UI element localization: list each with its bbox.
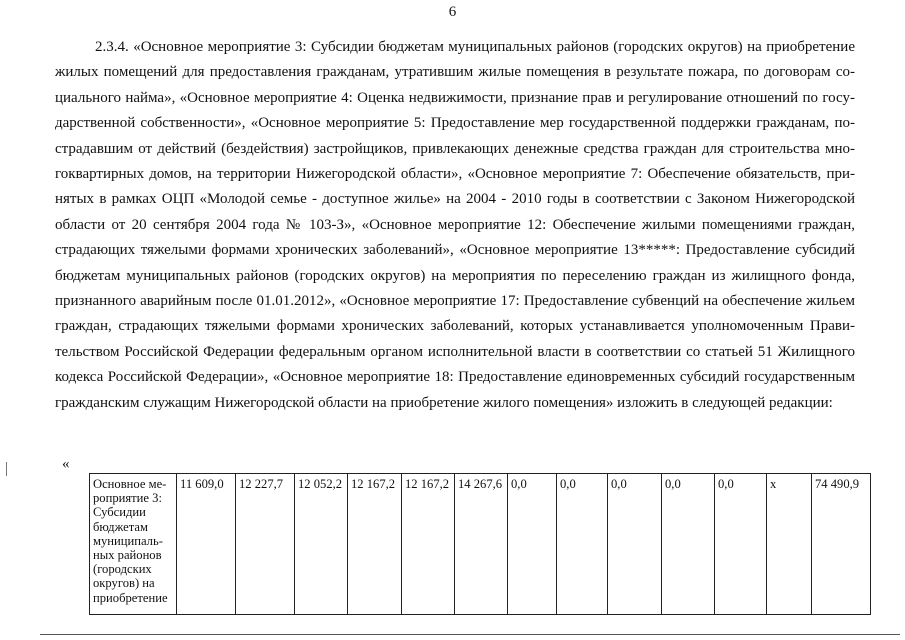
value-cell: 12 052,2: [295, 474, 348, 615]
page-number: 6: [448, 4, 457, 20]
value-cell: х: [767, 474, 812, 615]
funding-table: [89, 473, 871, 615]
page-bottom-rule: [40, 634, 900, 635]
value-cell: 12 167,2: [348, 474, 402, 615]
value-cell: 0,0: [557, 474, 608, 615]
body-text: [55, 35, 855, 416]
value-cell: 0,0: [608, 474, 662, 615]
value-cell: 0,0: [508, 474, 557, 615]
value-cell: 12 167,2: [402, 474, 455, 615]
table-row: [90, 474, 871, 615]
value-cell: 14 267,6: [455, 474, 508, 615]
value-cell: 12 227,7: [236, 474, 295, 615]
activity-name-cell: Основное мероприятие 3: Субсидии бюджетам муниципальных районов (городских округов) на приобретение: [90, 474, 177, 615]
value-cell: 0,0: [662, 474, 715, 615]
total-cell: 74 490,9: [812, 474, 871, 615]
value-cell: 0,0: [715, 474, 767, 615]
body-paragraph: 2.3.4. «Основное мероприятие 3: Субсидии бюджетам муниципальных районов (городских округов) на приобретение жилых помещений для предоставления гражданам, утратившим жилые помещения в результате пожара, по договорам социального найма», «Основное мероприятие 4: Оценка недвижимости, признание прав и регулирование отношений по государственной собственности», «Основное мероприятие 5: Предоставление мер государственной поддержки гражданам, пострадавшим от действий (бездействия) застройщиков, привлекающих денежные средства граждан для строительства многоквартирных домов, на территории Нижегородской области», «Основное мероприятие 7: Обеспечение обязательств, принятых в рамках ОЦП «Молодой семье - доступное жилье» на 2004 - 2010 годы в соответствии с Законом Нижегородской области от 20 сентября 2004 года № 103-З», «Основное мероприятие 12: Обеспечение жилыми помещениями граждан, страдающих тяжелыми формами хронических заболеваний», «Основное мероприятие 13*****: Предоставление субсидий бюджетам муниципальных районов (городских округов) на мероприятия по переселению граждан из жилищного фонда, признанного аварийным после 01.01.2012», «Основное мероприятие 17: Предоставление субвенций на обеспечение жильем граждан, страдающих тяжелыми формами хронических заболеваний, которых устанавливается уполномоченным Правительством Российской Федерации федеральным органом исполнительной власти в соответствии со статьей 51 Жилищного кодекса Российской Федерации», «Основное мероприятие 18: Предоставление единовременных субсидий государственным гражданским служащим Нижегородской области на приобретение жилого помещения» изложить в следующей редакции:: [55, 39, 855, 411]
scan-artifact-mark: [6, 462, 7, 476]
value-cell: 11 609,0: [177, 474, 236, 615]
opening-quote-mark: «: [62, 456, 70, 472]
